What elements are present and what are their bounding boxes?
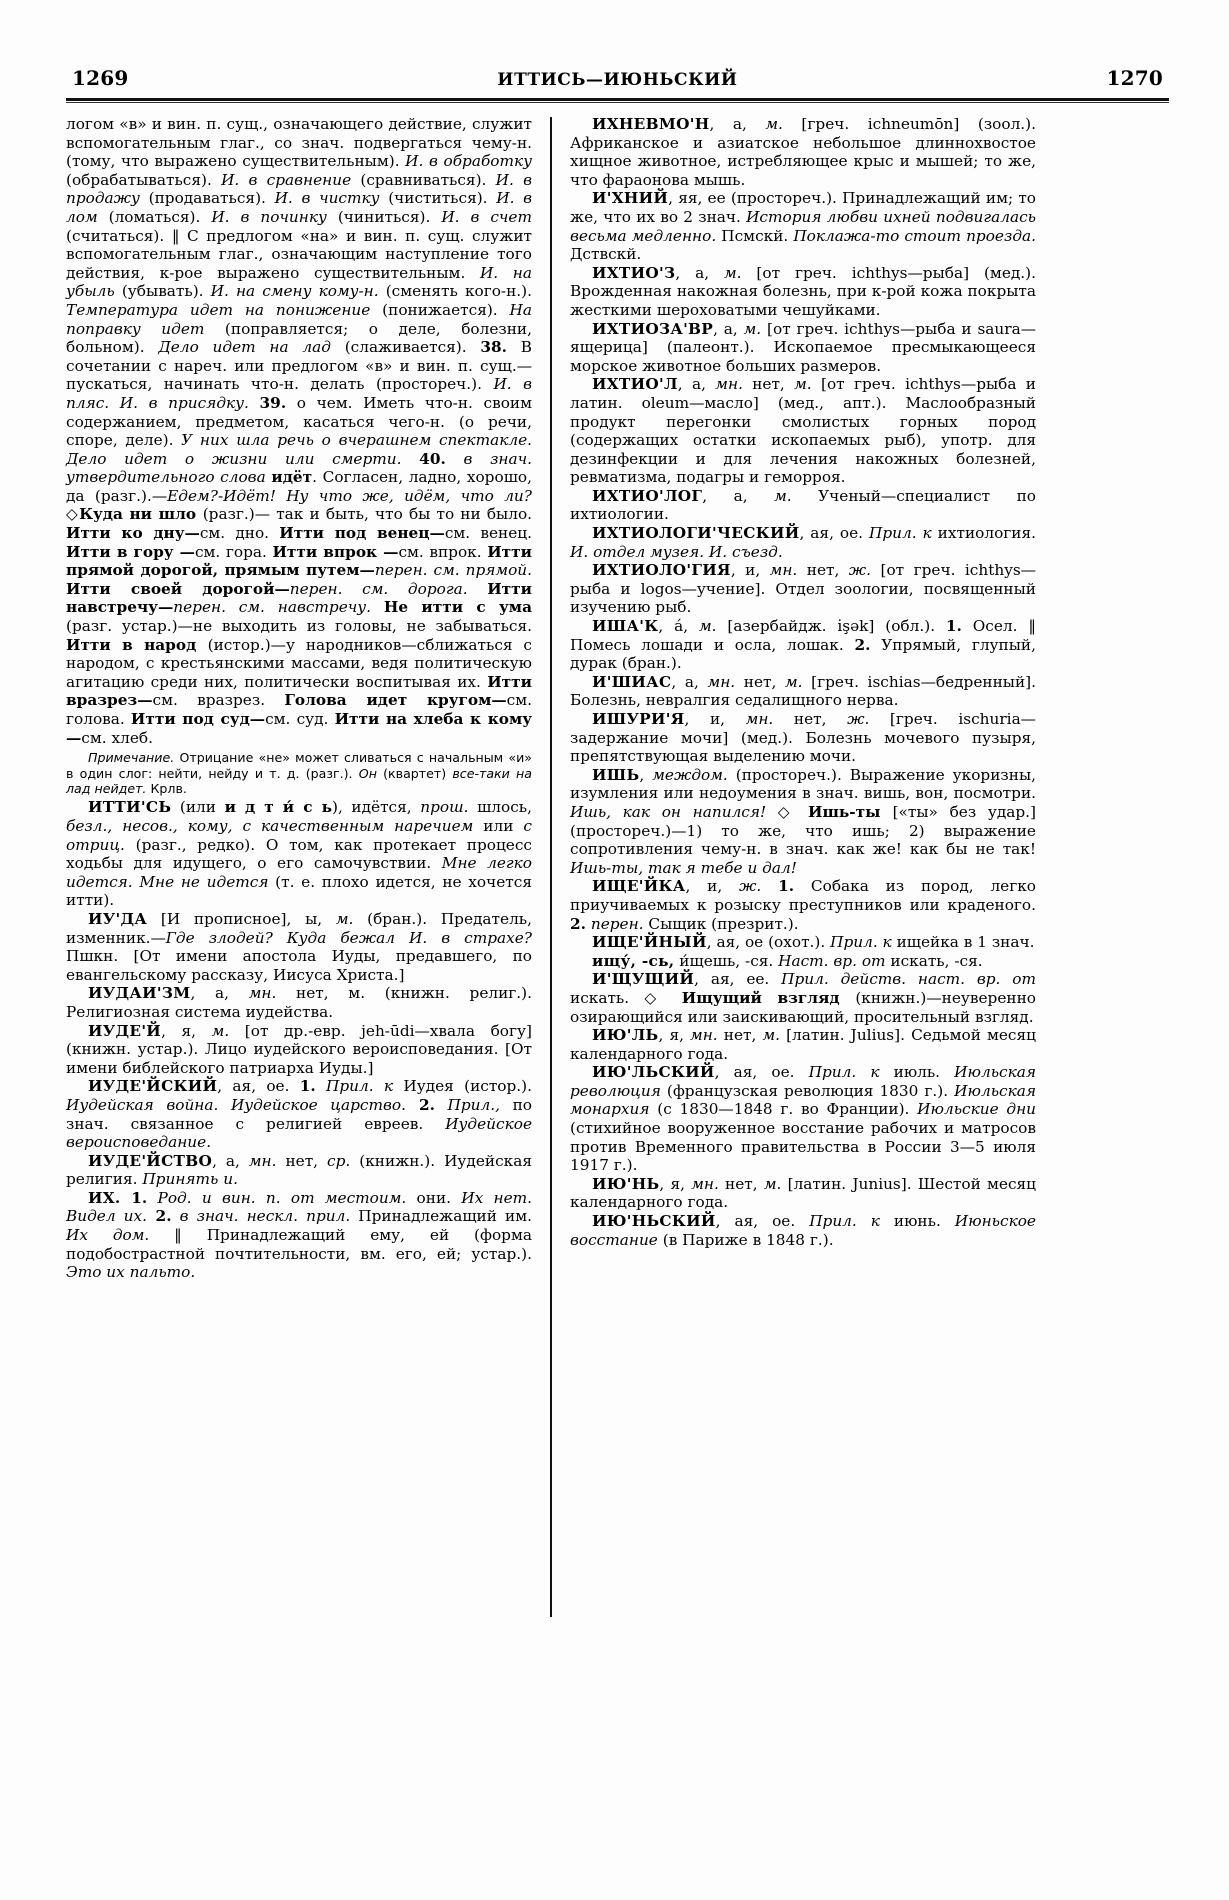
dictionary-entry (570, 710, 1036, 766)
running-head (66, 66, 1169, 90)
entry-gram: ж. (848, 561, 872, 580)
entry-text: Ученый—специалист по ихтиологии. (570, 486, 1036, 524)
entry-text: [греч. ischuria—задержание мочи] (мед.). Болезнь мочевого пузыря, препятствующая выделению мочи. (570, 710, 1036, 766)
entry-gram: в знач. нескл. прил. (171, 1207, 351, 1226)
cont-text-6: (ломаться). (108, 207, 212, 226)
entry-text: ищейка в 1 знач. (896, 933, 1035, 952)
headword: И'ЩУЩИЙ (592, 970, 695, 989)
headword: ИХНЕВМО'Н (592, 115, 710, 133)
cont-text-14: (слаживается). (344, 338, 481, 357)
entry-text: , á, (658, 617, 699, 636)
headword: ИЮ'ЛЬ (592, 1026, 659, 1045)
entry-text: , ая, ее. (694, 970, 782, 989)
cont-example-8: И. на убыль (66, 263, 532, 301)
headword: ИХТИО'ЛОГ (592, 486, 703, 505)
sense-number: 2. (854, 635, 871, 654)
columns-container (66, 115, 1169, 1695)
idiom-phrase: Ишь-ты (808, 802, 893, 821)
entry-text: , ая, ое (охот.). (706, 933, 831, 952)
entry-gram: мн. (745, 710, 774, 728)
sense-40-example: Едем?-Идёт! Ну что же, идём, что ли? (167, 486, 532, 505)
continuation-paragraph (66, 115, 532, 747)
note-quote-2: все-таки на лад нейдет. (66, 765, 532, 796)
sense-40-word: идёт (271, 468, 313, 487)
entry-gram: прош. (420, 798, 469, 817)
entry-text: , (639, 765, 653, 784)
cont-text-2: (обрабатываться). (66, 170, 222, 189)
entry-gram: м. (784, 672, 803, 691)
idiom-10-phrase: Итти в народ (66, 635, 208, 654)
sense-number: 1. (299, 1077, 316, 1096)
dictionary-entry (570, 320, 1036, 376)
sense-40-text: . Согласен, ладно, хорошо, да (разг.).— (66, 468, 532, 505)
entry-text: , и, (730, 561, 770, 580)
cont-example-5: И. в лом (66, 189, 533, 226)
dictionary-entry (570, 970, 1036, 1026)
entry-gram: Прил. действ. наст. вр. от (781, 970, 1036, 989)
cont-example-9: И. на смену кому-н. (210, 282, 386, 301)
headword: ИУ'ДА (88, 909, 148, 928)
right-column (570, 115, 1036, 1695)
sense-number: 1. (120, 1188, 148, 1207)
entry-gram: Прил. к (315, 1077, 404, 1096)
entry-text: нет, (735, 672, 785, 691)
cont-text-3: (сравниваться). (360, 170, 496, 189)
column-divider (550, 117, 552, 1617)
sense-number: 1. (945, 617, 962, 636)
entry-text: , ая, ое. (217, 1077, 300, 1096)
dictionary-entry (66, 984, 532, 1021)
idiom-14-text: см. хлеб. (81, 728, 153, 747)
dictionary-entry (66, 1022, 532, 1078)
headword: ИХТИО'З (592, 263, 676, 282)
cont-text-4: (продаваться). (148, 189, 275, 208)
entry-text: июнь. (893, 1212, 955, 1231)
entry-text: [И прописное], ы, (147, 909, 336, 928)
idiom-8-text: перен. см. навстречу. (173, 598, 384, 617)
cont-example-6: И. в починку (211, 207, 338, 226)
entry-text: [латин. Junius]. Шестой месяц календарного года. (570, 1174, 1036, 1212)
dictionary-entry (570, 524, 1036, 561)
entry-gram: мн. (769, 561, 798, 580)
idiom-5-phrase: Итти впрок — (272, 542, 399, 561)
entry-example: Иудейское вероисповедание. (66, 1114, 532, 1152)
headword: ИША'К (592, 617, 659, 636)
entry-text: шлось, (468, 798, 532, 817)
idiom-4-text: см. гора. (194, 542, 273, 561)
entry-gram: мн. (248, 1151, 277, 1170)
headword: ИШУРИ'Я (592, 710, 685, 728)
entry-text: нет, (773, 710, 848, 728)
dictionary-entry (570, 877, 1036, 933)
dictionary-entry (570, 766, 1036, 878)
sense-40-gloss: в знач. утвердительного слова (66, 449, 532, 487)
idiom-9-phrase: Не итти с ума (383, 598, 532, 617)
dictionary-entry (66, 1189, 532, 1282)
entry-text: , и, (684, 710, 746, 728)
dictionary-entry (570, 1026, 1036, 1063)
headword: ИХТИО'Л (592, 375, 678, 394)
cont-example-7: И. в счет (441, 207, 532, 226)
entry-text: (французская революция 1830 г.). (660, 1081, 955, 1100)
entry-text: ‖ Принадлежащий ему, ей (форма подобострастной почтительности, вм. его, ей; устар.). (66, 1226, 532, 1263)
entry-example: Их нет. Видел их. (66, 1188, 533, 1226)
entry-gram: междом. (652, 765, 728, 784)
idiom-11-phrase: Итти вразрез— (66, 672, 532, 710)
entry-example: Июльская монархия (570, 1081, 1036, 1119)
entry-gram: м. (765, 115, 783, 133)
cont-example-2: И. в сравнение (221, 170, 361, 189)
note-label: Примечание. (88, 750, 175, 766)
entry-text: или (473, 817, 524, 835)
dictionary-entry (570, 617, 1036, 673)
headword: ИУДЕ'Й (88, 1021, 162, 1040)
entry-text: Собака из пород, легко приучиваемых к розыску преступников или краденого. (570, 877, 1037, 914)
page-title: ИТТИСЬ—ИЮНЬСКИЙ (497, 70, 738, 90)
entry-text: , а, (675, 263, 724, 282)
note-quote-1: Он (358, 765, 384, 781)
headword: ИЮ'НЬСКИЙ (592, 1212, 716, 1231)
left-column (66, 115, 548, 1695)
headword: ИЮ'ЛЬСКИЙ (592, 1063, 715, 1082)
cont-text-5: (чиститься). (388, 189, 497, 208)
entry-gram: м. (723, 263, 742, 282)
headword: И'ШИАС (592, 672, 672, 691)
cont-text-13: (поправляется; о деле, болезни, больном). (66, 319, 532, 357)
entry-gram: м. (698, 617, 717, 636)
entry-source: Дствскй. (570, 245, 642, 264)
usage-note (66, 750, 532, 796)
dictionary-entry (66, 1077, 532, 1151)
cont-example-10: Температура идет на понижение (66, 300, 383, 319)
entry-text: [от греч. ichthys—рыба] (мед.). Врожденная накожная болезнь, при к-рой кожа покрыта жесткими шероховатыми чешуйками. (570, 263, 1036, 319)
entry-example: Июньское восстание (570, 1212, 1036, 1249)
headword: ИТТИ'СЬ (88, 798, 172, 817)
headword: ищу́, -сь, (592, 951, 675, 970)
entry-text: нет, (276, 1151, 328, 1170)
dictionary-entry (570, 673, 1036, 710)
idiom-phrase: Ищущий взгляд (681, 988, 856, 1007)
idiom-7-phrase: Итти своей дорогой— (66, 579, 290, 598)
idiom-13-text: см. суд. (265, 710, 335, 728)
entry-text: [латин. Julius]. Седьмой месяц календарного года. (570, 1026, 1036, 1063)
sense-number: 1. (778, 877, 795, 896)
entry-example: Это их пальто. (66, 1263, 196, 1282)
entry-gram: м. (762, 1026, 780, 1045)
dictionary-entry (66, 798, 532, 910)
headword: ИУДЕ'ЙСКИЙ (88, 1077, 218, 1096)
sense-number-39: 39. (259, 393, 287, 412)
entry-text: (бран.). Предатель, изменник.— (66, 909, 532, 947)
dictionary-entry (570, 189, 1036, 263)
entry-text: и́щешь, -ся. (674, 951, 779, 970)
entry-gram: Род. и вин. п. от местоим. (147, 1188, 407, 1207)
note-text-2: (квартет) (383, 765, 453, 781)
sense-number: 2. (405, 1095, 435, 1114)
idiom-6-phrase: Итти прямой дорогой, прямым путем— (66, 542, 532, 580)
entry-example: И. отдел музея. И. съезд. (570, 542, 783, 561)
entry-text: [греч. ichneumōn] (зоол.). Африканское и азиатское небольшое длиннохвостое хищное животное, истребляющее крыс и мышей; то же, что фараонова мышь. (570, 115, 1036, 189)
entry-text: (простореч.). Выражение укоризны, изумления или недоумения в знач. вишь, вон, посмотри. (570, 765, 1036, 803)
dictionary-entry (570, 487, 1036, 524)
entry-text: , я, (658, 1026, 691, 1045)
entry-gram: м. (794, 375, 812, 394)
headword: ИХТИОЛО'ГИЯ (592, 561, 731, 580)
entry-example: Июльские дни (917, 1100, 1036, 1119)
entry-text (761, 877, 778, 895)
entry-gram: мн. (248, 984, 277, 1003)
entry-gram: мн. (691, 1174, 719, 1193)
sense-38-text: В сочетании с нареч. или предлогом «в» и вин. п. сущ.— пускаться, начинать что-н. делать (простореч.). (66, 338, 533, 394)
dictionary-entry (570, 1212, 1036, 1249)
entry-gram: Прил. к (869, 524, 938, 543)
cont-text-10: (убывать). (121, 282, 211, 301)
entry-text: Принадлежащий им. (350, 1207, 532, 1226)
entry-example: Их дом. (66, 1226, 150, 1245)
entry-text: нет, (797, 561, 849, 580)
sense-number-38: 38. (480, 338, 508, 357)
entry-text: [от греч. ichthys—рыба и logos—учение]. Отдел зоологии, посвященный изучению рыб. (570, 561, 1036, 617)
idiom-7-text: перен. см. дорога. (289, 579, 488, 598)
entry-gram: м. (335, 909, 354, 928)
diamond-icon-1: ◇ (66, 505, 80, 524)
idiom-5-text: см. впрок. (398, 542, 488, 561)
entry-gram: Наст. вр. от (778, 951, 891, 970)
cont-example-12: Дело идет на лад (158, 338, 345, 357)
idiom-3-phrase: Итти под венец— (279, 524, 445, 543)
entry-text: июль. (893, 1063, 955, 1082)
entry-example: Ишь, как он напился! (570, 802, 767, 821)
headword: ИХ. (88, 1188, 121, 1207)
idiom-12-phrase: Голова идет кругом— (284, 691, 507, 710)
entry-variant: и д т и́ с ь (224, 798, 332, 817)
entry-text: (в Париже в 1848 г.). (657, 1230, 834, 1249)
note-text-1: Отрицание «не» может сливаться с начальным «и» в один слог: нейти, нейду и т. д. (разг.). (66, 750, 532, 781)
cont-example-4: И. в чистку (274, 189, 389, 208)
entry-text: нет, (742, 375, 795, 394)
headword: ИЩЕ'ЙНЫЙ (592, 933, 707, 952)
entry-example: Ишь-ты, так я тебе и дал! (570, 858, 797, 877)
entry-example: Поклажа-то стоит проезда. (793, 226, 1037, 245)
entry-text: искать. ◇ (570, 988, 682, 1007)
entry-gram: м. (763, 1174, 782, 1193)
entry-text: по знач. связанное с религией евреев. (66, 1095, 532, 1133)
entry-text: Сыщик (презрит.). (643, 914, 799, 933)
entry-text: [«ты» без удар.] (простореч.)—1) то же, что ишь; 2) выражение сопротивления чему-н. в знач. как же! как бы не так! (570, 802, 1036, 859)
idiom-1-text: (разг.)— так и быть, что бы то ни было. (202, 505, 533, 524)
entry-gram: мн. (707, 672, 736, 691)
cont-text-12: (понижается). (382, 300, 510, 319)
headword: ИУДАИ'ЗМ (88, 984, 191, 1003)
cont-text-9: С предлогом «на» и вин. п. сущ. служит вспомогательным глаг., означающим наступление того действия, к-рое выражено существительным. (66, 226, 532, 282)
header-rule (66, 98, 1169, 101)
entry-gram: ср. (327, 1151, 351, 1170)
entry-text: [от др.-евр. jeh-ūdi—хвала богу] (книжн. устар.). Лицо иудейского вероисповедания. [От имени библейского патриарха Иуды.] (66, 1021, 532, 1077)
folio-right: 1270 (1106, 66, 1163, 90)
entry-text: , а, (709, 115, 766, 133)
entry-text: , а, (190, 984, 249, 1003)
entry-example: Иудейская война. Иудейское царство. (66, 1095, 406, 1114)
cont-example-11: На поправку идет (66, 300, 532, 338)
idiom-9-text: (разг. устар.)—не выходить из головы, не забываться. (66, 617, 532, 636)
idiom-11-text: см. вразрез. (152, 691, 285, 710)
entry-text: Упрямый, глупый, дурак (бран.). (570, 635, 1036, 673)
entry-text: , я, (659, 1174, 692, 1193)
double-bar-icon: ‖ (171, 226, 180, 245)
entry-gram: ж. (847, 710, 870, 728)
entry-text: , а, (212, 1151, 249, 1170)
idiom-3-text: см. венец. (444, 524, 532, 543)
idiom-13-phrase: Итти под суд— (130, 710, 266, 728)
sense-39-example: У них шла речь о вчерашнем спектакле. Дело идет о жизни или смерти. (66, 431, 532, 468)
entry-text: Осел. ‖ Помесь лошади и осла, лошак. (570, 617, 1036, 654)
entry-text: (разг., редко). О том, как протекает процесс ходьбы для идущего, о его самочувствии. (66, 835, 532, 873)
entry-gram: Прил. к (809, 1212, 894, 1231)
sense-number-40: 40. (419, 449, 446, 468)
headword: ИЮ'НЬ (592, 1174, 660, 1193)
idiom-6-text: перен. см. прямой. (374, 561, 533, 580)
entry-gram: Прил., (434, 1095, 500, 1114)
entry-text: нет, (718, 1174, 764, 1193)
idiom-10-text: (истор.)—у народников—сближаться с народом, с крестьянскими массами, ведя политическую агитацию среди них, политически воспитывая их. (66, 635, 532, 691)
entry-gram: м. (743, 319, 762, 338)
entry-text: (книжн.)—неуверенно озирающийся или заискивающий, просительный взгляд. (570, 988, 1036, 1026)
entry-text: (с 1830—1848 г. во Франции). (649, 1100, 918, 1119)
sense-38-example: И. в пляс. И. в присядку. (66, 375, 533, 412)
dictionary-entry (570, 933, 1036, 952)
dictionary-entry (66, 1152, 532, 1189)
folio-left: 1269 (72, 66, 129, 90)
note-source: Крлв. (150, 781, 187, 796)
entry-text: (стихийное вооруженное восстание рабочих и матросов против Временного правительства в России 3—5 июля 1917 г.). (570, 1119, 1036, 1175)
idiom-2-phrase: Итти ко дну— (66, 524, 200, 543)
entry-gram: безл., несов., кому, с качественным наречием (66, 817, 474, 835)
idiom-4-phrase: Итти в гору — (66, 542, 195, 561)
cont-text-11: (сменять кого-н.). (385, 282, 532, 301)
entry-text: [от греч. ichthys—рыба и латин. oleum—масло] (мед., апт.). Маслообразный продукт перегонки смолистых горных пород (содержащих остатки ископаемых рыб), употр. для дезинфекции и для лечения накожных болезней, ревматизма, подагры и геморроя. (570, 375, 1036, 487)
entry-source: Пcмскй. (716, 226, 794, 245)
entry-example: Принять и. (142, 1170, 238, 1189)
entry-text: , ая, ое. (715, 1212, 810, 1231)
idiom-14-phrase: Итти на хлеба к кому— (66, 710, 533, 747)
idiom-1-phrase: Куда ни шло (79, 505, 203, 524)
entry-text: , я, (161, 1021, 212, 1040)
cont-example-1: И. в обработку (405, 152, 532, 171)
dictionary-entry (570, 1175, 1036, 1212)
entry-text: , ая, ое. (714, 1063, 809, 1082)
entry-text: (или (171, 798, 225, 817)
entry-text: , а, (713, 319, 744, 338)
idiom-2-text: см. дно. (199, 524, 280, 543)
idiom-12-text: см. голова. (66, 691, 532, 728)
entry-text: ), идётся, (331, 798, 421, 817)
dictionary-entry (570, 375, 1036, 487)
dictionary-entry (570, 561, 1036, 617)
entry-text: , и, (685, 877, 740, 896)
entry-example: Где злодей? Куда бежал И. в страхе? (165, 928, 532, 947)
dictionary-entry (570, 952, 1036, 971)
cont-text-8: (считаться). (66, 226, 172, 245)
entry-text: , а, (677, 375, 716, 394)
entry-gram: ж. (739, 877, 762, 896)
dictionary-entry (570, 1063, 1036, 1175)
entry-text: , ая, ое. (799, 524, 869, 543)
idiom-8-phrase: Итти навстречу— (66, 579, 532, 617)
entry-text: (т. е. плохо идется, не хочется итти). (66, 872, 532, 910)
entry-gram: мн. (690, 1026, 718, 1045)
headword: ИЩЕ'ЙКА (592, 877, 686, 896)
cont-example-3: И. в продажу (66, 170, 532, 208)
headword: ИУДЕ'ЙСТВО (88, 1151, 213, 1170)
headword: И'ХНИЙ (592, 189, 669, 208)
entry-text: нет, м. (книжн. религ.). Религиозная система иудейства. (66, 984, 532, 1021)
entry-gram: м. (211, 1021, 230, 1040)
cont-text-7: (чиниться). (337, 207, 442, 226)
sense-number: 2. (147, 1207, 172, 1226)
dictionary-entry (66, 910, 532, 984)
entry-text: (книжн.). Иудейская религия. (66, 1151, 532, 1189)
entry-gram: перен. (585, 914, 644, 933)
entry-text: [азербайдж. i̇şək] (обл.). (716, 617, 946, 636)
headword: ИШЬ (592, 765, 640, 784)
sense-39-text: о чем. Иметь что-н. своим содержанием, предметом, касаться чего-н. (о речи, споре, деле). (66, 393, 533, 450)
entry-text: , а, (671, 672, 708, 691)
dictionary-entry (570, 115, 1036, 189)
entry-gram: с отриц. (66, 817, 532, 854)
entry-text: Пшкн. [От имени апостола Иуды, предавшего, по евангельскому рассказу, Иисуса Христа.] (66, 947, 532, 984)
entry-gram: Прил. к (808, 1063, 894, 1082)
entry-text: [от греч. ichthys—рыба и saura—ящерица] (палеонт.). Ископаемое пресмыкающееся морское животное больших размеров. (570, 319, 1036, 375)
entry-example: Мне легко идется. Мне не идется (66, 854, 532, 891)
headword: ИХТИОЛОГИ'ЧЕСКИЙ (592, 524, 800, 543)
entry-text: ихтиология. (937, 524, 1036, 543)
entry-example: Июльская революция (570, 1063, 1036, 1100)
entry-example: История любви ихней подвигалась весьма медленно. (570, 207, 1036, 245)
entry-text: искать, -ся. (890, 951, 983, 970)
dictionary-entry (570, 264, 1036, 320)
entry-text: , а, (702, 486, 775, 505)
cont-text-1: логом «в» и вин. п. сущ., означающего действие, служит вспомогательным глаг., со знач. подвергаться чему-н. (тому, что выражено существительным). (66, 115, 532, 171)
sense-number: 2. (570, 914, 586, 933)
diamond-icon-2: ◇ (766, 802, 809, 821)
entry-gram: Прил. к (830, 933, 897, 952)
headword: ИХТИОЗА'ВР (592, 319, 714, 338)
entry-gram: м. (774, 486, 792, 505)
entry-gram: мн. (715, 375, 743, 394)
entry-text: [греч. ischias—бедренный]. Болезнь, невралгия седалищного нерва. (570, 672, 1036, 710)
entry-text: они. (406, 1188, 462, 1207)
entry-text: Иудея (истор.). (403, 1077, 532, 1096)
entry-text: нет, (717, 1026, 763, 1045)
entry-text: , яя, ее (простореч.). Принадлежащий им; то же, что их во 2 знач. (570, 189, 1036, 226)
